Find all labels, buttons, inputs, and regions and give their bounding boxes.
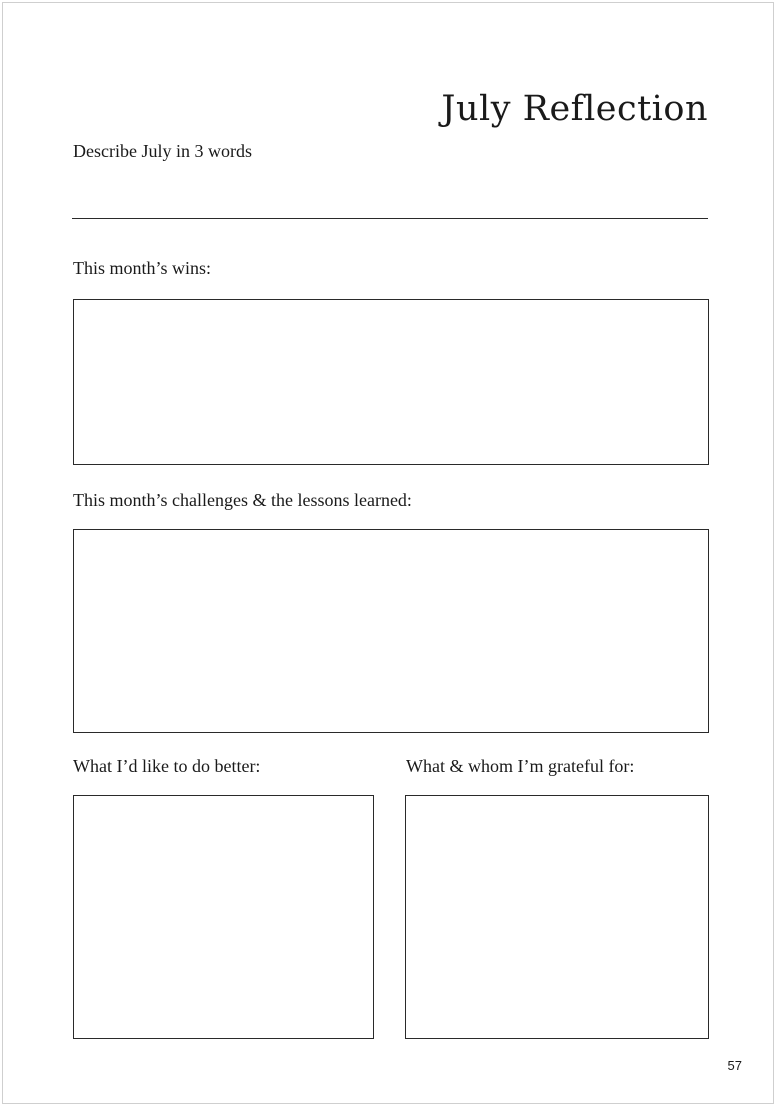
describe-answer-line[interactable] <box>72 218 708 219</box>
wins-box[interactable] <box>73 299 709 465</box>
describe-label: Describe July in 3 words <box>73 141 252 161</box>
page-title: July Reflection <box>441 89 708 130</box>
grateful-box[interactable] <box>405 795 709 1039</box>
better-label: What I’d like to do better: <box>73 756 261 776</box>
challenges-box[interactable] <box>73 529 709 733</box>
better-box[interactable] <box>73 795 374 1039</box>
wins-label: This month’s wins: <box>73 258 212 278</box>
challenges-label: This month’s challenges & the lessons learned: <box>73 490 412 510</box>
grateful-label: What & whom I’m grateful for: <box>406 756 635 776</box>
page-number: 57 <box>727 1058 742 1073</box>
